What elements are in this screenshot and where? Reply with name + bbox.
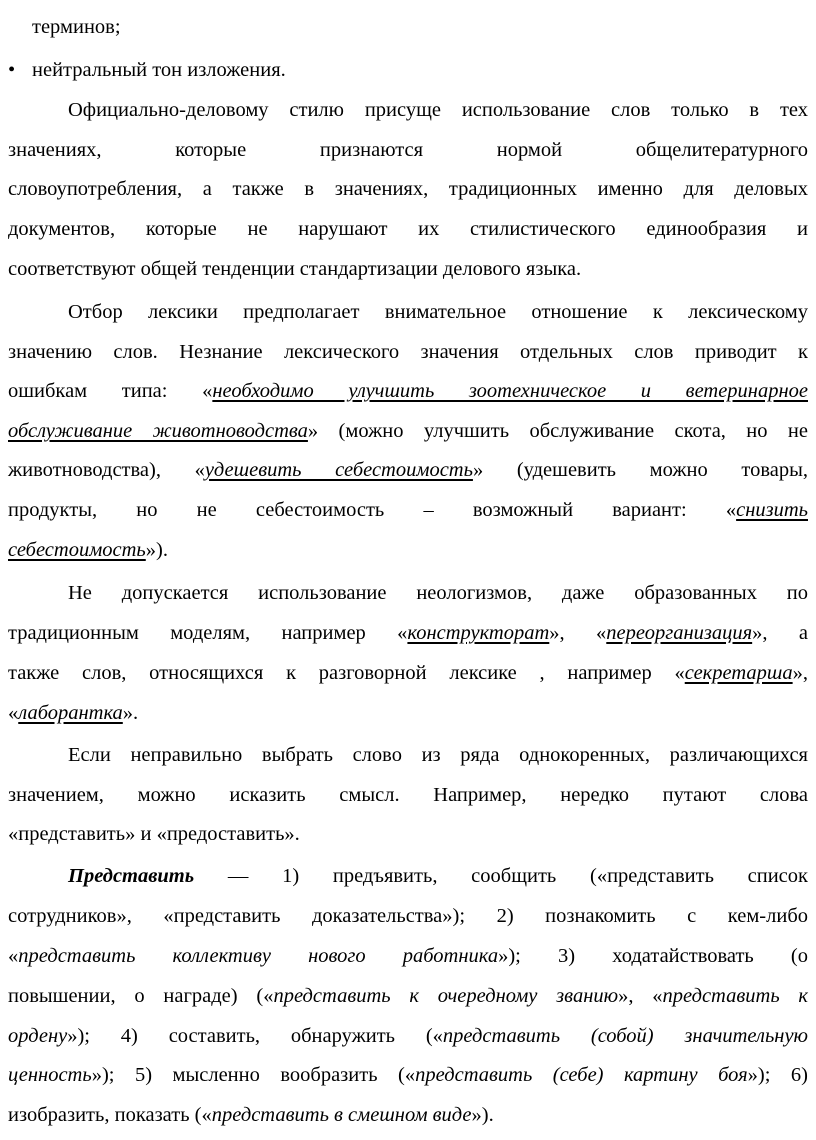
paragraph-1-line-5: соответствуют общей тенденции стандартизации делового языка.	[8, 258, 582, 280]
list-item	[8, 57, 808, 83]
paragraph-2-line-3: ошибкам типа: «необходимо улучшить зоотехническое и ветеринарное	[8, 380, 808, 402]
paragraph-1-line-2: значениях, которые признаются нормой общелитературного	[8, 139, 808, 161]
usage-example: представить (собой) значительную	[442, 1025, 808, 1047]
paragraph-3-line-1: Не допускается использование неологизмов, даже образованных по	[68, 582, 808, 604]
example-phrase: необходимо улучшить зоотехническое и ветеринарное	[212, 380, 808, 402]
example-phrase: удешевить себестоимость	[204, 459, 473, 481]
usage-example: ценность	[8, 1064, 92, 1086]
paragraph-2-line-2: значению слов. Незнание лексического значения отдельных слов приводит к	[8, 341, 808, 363]
usage-example: представить (себе) картину боя	[415, 1064, 748, 1086]
paragraph-5-line-3: «представить коллективу нового работника»); 3) ходатайствовать (о	[8, 945, 808, 967]
paragraph-5-line-5: ордену»); 4) составить, обнаружить («представить (собой) значительную	[8, 1025, 808, 1047]
list-item-text: нейтральный тон изложения.	[32, 59, 286, 81]
paragraph-5-line-7: изобразить, показать («представить в смешном виде»).	[8, 1104, 494, 1126]
paragraph-2-line-7: себестоимость»).	[8, 539, 168, 561]
paragraph-1-line-4: документов, которые не нарушают их стилистического единообразия и	[8, 218, 808, 240]
paragraph-3-line-4: «лаборантка».	[8, 702, 139, 724]
bullet-icon: •	[8, 59, 16, 81]
paragraph-5-line-4: повышении, о награде) («представить к очередному званию», «представить к	[8, 985, 809, 1007]
usage-example: представить коллективу нового работника	[18, 945, 499, 967]
example-phrase: себестоимость	[8, 539, 146, 561]
paragraph-5-line-2: сотрудников», «представить доказательства»); 2) познакомить с кем-либо	[8, 905, 808, 927]
paragraph-1-line-3: словоупотребления, а также в значениях, традиционных именно для деловых	[8, 178, 808, 200]
example-word: лаборантка	[18, 702, 123, 724]
paragraph-3-line-2: традиционным моделям, например «конструкторат», «переорганизация», а	[8, 622, 808, 644]
paragraph-2-line-5: животноводства), «удешевить себестоимость» (удешевить можно товары,	[8, 459, 808, 481]
paragraph-2-line-6: продукты, но не себестоимость – возможный вариант: «снизить	[8, 499, 808, 521]
list-continuation-line	[32, 14, 816, 40]
paragraph-5-line-1: Представить — 1) предъявить, сообщить («представить список	[68, 865, 808, 887]
paragraph-4-line-3: «представить» и «предоставить».	[8, 823, 300, 845]
usage-example: ордену	[8, 1025, 68, 1047]
list-item-text: терминов;	[32, 16, 121, 38]
example-phrase: снизить	[736, 499, 808, 521]
paragraph-3-line-3: также слов, относящихся к разговорной лексике , например «секретарша»,	[8, 662, 808, 684]
paragraph-4-line-1: Если неправильно выбрать слово из ряда однокоренных, различающихся	[68, 744, 808, 766]
example-word: секретарша	[684, 662, 793, 684]
paragraph-4-line-2: значением, можно исказить смысл. Например, нередко путают слова	[8, 784, 808, 806]
example-word: переорганизация	[606, 622, 753, 644]
paragraph-2-line-4: обслуживание животноводства» (можно улучшить обслуживание скота, но не	[8, 420, 808, 442]
usage-example: представить к	[662, 985, 809, 1007]
defined-term: Представить	[68, 865, 195, 887]
example-word: конструкторат	[407, 622, 550, 644]
example-phrase: обслуживание животноводства	[8, 420, 308, 442]
paragraph-5-line-6: ценность»); 5) мысленно вообразить («представить (себе) картину боя»); 6)	[8, 1064, 808, 1086]
usage-example: представить в смешном виде	[211, 1104, 472, 1126]
paragraph-1-line-1: Официально-деловому стилю присуще использование слов только в тех	[68, 99, 808, 121]
paragraph-2-line-1: Отбор лексики предполагает внимательное отношение к лексическому	[68, 301, 808, 323]
usage-example: представить к очередному званию	[273, 985, 619, 1007]
